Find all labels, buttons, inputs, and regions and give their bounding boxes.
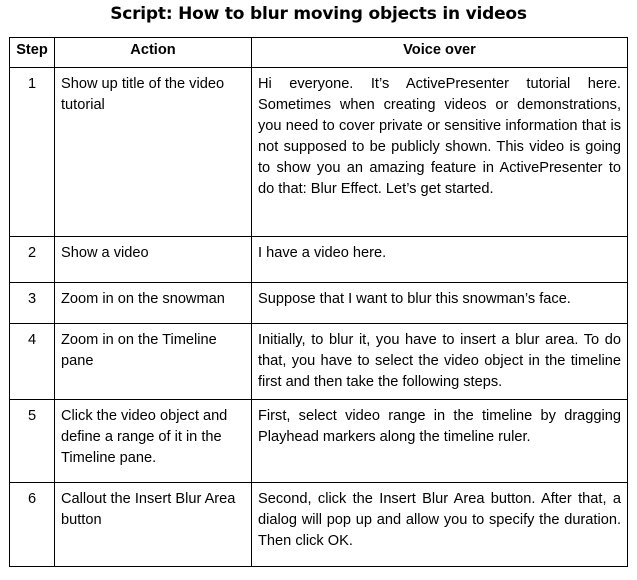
voice-over-cell: Initially, to blur it, you have to insert a blur area. To do that, you have to select the video object in the timeline first and then take the following steps. [252,324,628,400]
action-cell: Callout the Insert Blur Area button [55,483,252,567]
table-row [10,483,628,567]
table-row [10,400,628,483]
script-table [9,37,628,567]
table-row [10,324,628,400]
table-row [10,68,628,237]
step-cell: 1 [10,68,55,237]
table-header-row [10,38,628,68]
header-voice-over: Voice over [252,38,628,68]
step-cell: 6 [10,483,55,567]
voice-over-cell: Suppose that I want to blur this snowman’s face. [252,283,628,324]
action-cell: Show a video [55,237,252,283]
table-row [10,237,628,283]
voice-over-cell: I have a video here. [252,237,628,283]
voice-over-cell: Second, click the Insert Blur Area button. After that, a dialog will pop up and allow you to specify the duration. Then click OK. [252,483,628,567]
action-cell: Zoom in on the Timeline pane [55,324,252,400]
voice-over-cell: First, select video range in the timeline by dragging Playhead markers along the timeline ruler. [252,400,628,483]
action-cell: Zoom in on the snowman [55,283,252,324]
action-cell: Click the video object and define a range of it in the Timeline pane. [55,400,252,483]
action-cell: Show up title of the video tutorial [55,68,252,237]
voice-over-cell: Hi everyone. It’s ActivePresenter tutorial here. Sometimes when creating videos or demonstrations, you need to cover private or sensitive information that is not supposed to be publicly shown. This video is going to show you an amazing feature in ActivePresenter to do that: Blur Effect. Let’s get started. [252,68,628,237]
document-title: Script: How to blur moving objects in videos [110,4,527,24]
header-step: Step [10,38,55,68]
step-cell: 2 [10,237,55,283]
step-cell: 5 [10,400,55,483]
header-action: Action [55,38,252,68]
step-cell: 3 [10,283,55,324]
step-cell: 4 [10,324,55,400]
table-row [10,283,628,324]
